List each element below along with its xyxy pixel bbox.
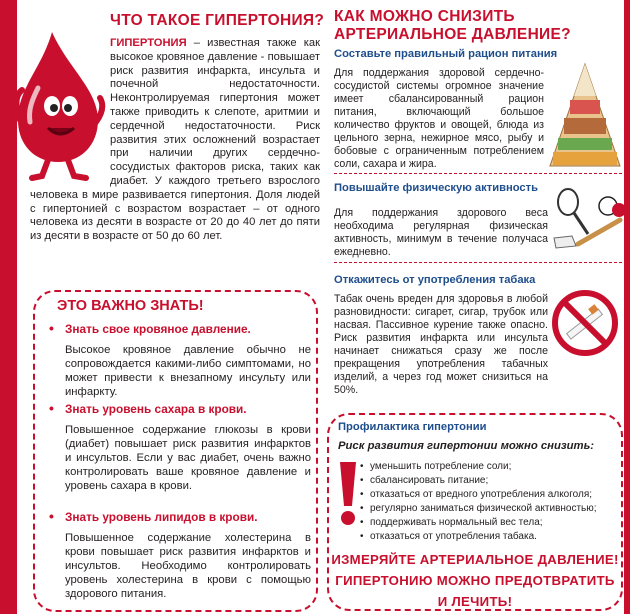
no-smoking-icon	[550, 288, 620, 358]
left-title: ЧТО ТАКОЕ ГИПЕРТОНИЯ?	[110, 12, 325, 29]
prevention-list	[360, 460, 615, 545]
sports-equipment-icon	[548, 186, 626, 256]
list-item: • уменьшить потребление соли;	[360, 460, 615, 474]
important-item-text: Повышенное содержание глюкозы в крови (диабет) повышает риск развития инфарктов и инсультов. Если у вас диабет, очень важно контролировать ваше кровяное давление и уровень сахара в крови.	[65, 424, 311, 492]
list-item: • регулярно заниматься физической активностью;	[360, 502, 615, 516]
intro-term: ГИПЕРТОНИЯ	[110, 37, 187, 49]
list-item: • отказаться от вредного употребления алкоголя;	[360, 488, 615, 502]
important-item-text: Высокое кровяное давление обычно не сопровождается какими-либо симптомами, но может привести к внезапному инсульту или инфаркту.	[65, 344, 311, 398]
important-title: ЭТО ВАЖНО ЗНАТЬ!	[57, 298, 204, 314]
important-item-heading: • Знать уровень липидов в крови.	[49, 510, 311, 524]
section-divider	[334, 262, 622, 263]
important-item-heading: • Знать свое кровяное давление.	[49, 322, 311, 336]
diet-heading: Составьте правильный рацион питания	[334, 48, 558, 60]
list-item: • отказаться от употребления табака.	[360, 530, 615, 544]
list-item: • сбалансировать питание;	[360, 474, 615, 488]
exclamation-icon	[336, 458, 360, 528]
right-title: КАК МОЖНО СНИЗИТЬ АРТЕРИАЛЬНОЕ ДАВЛЕНИЕ?	[334, 8, 571, 43]
tobacco-text: Табак очень вреден для здоровья в любой разновидности: сигарет, сигар, трубок или насвая. Пассивное курение также опасно. Риск развития инфаркта или инсульта начинает снижаться сразу же после прекращения употребления табачных изделий, а через год может снизиться на 50%.	[334, 293, 548, 396]
important-item-text: Повышенное содержание холестерина в крови повышает риск развития инфарктов и инсультов. Необходимо контролировать уровень холестерина в крови с помощью здорового питания.	[65, 532, 311, 600]
important-item-heading: • Знать уровень сахара в крови.	[49, 402, 311, 416]
diet-text: Для поддержания здоровой сердечно-сосудистой системы огромное значение имеет сбалансированный рацион питания, включающий большое количество фруктов и овощей, блюда из цельного зерна, нежирное мясо, рыбу и бобовые с ограниченным потреблением соли, сахара и жира.	[334, 67, 544, 170]
important-box	[33, 290, 318, 612]
intro-text: – известная также как высокое кровяное давление - повышает риск развития инфаркта, инсульта и почечной недостаточности. Неконтролируемая гипертония может также приводить к слепоте, аритмии и сердечной недостаточности. Риск развития этих осложнений возрастает при наличии других сердечно-сосудистых факторов риска, таких как диабет. У каждого третьего взрослого человека в мире развивается гипертония. Доля людей с гипертонией с возрастом возрастает – от одного человека из десяти в возрасте от 20 до 40 лет до пяти из десяти в возрасте от 50 до 60 лет.	[30, 37, 320, 243]
important-item	[49, 510, 311, 601]
prevention-subtitle: Риск развития гипертонии можно снизить:	[338, 440, 595, 452]
activity-text: Для поддержания здорового веса необходима регулярная физическая активность, минимум в течение получаса ежедневно.	[334, 207, 548, 258]
prevention-title: Профилактика гипертонии	[338, 421, 487, 433]
important-item	[49, 322, 311, 399]
activity-heading: Повышайте физическую активность	[334, 182, 538, 194]
food-pyramid-icon	[546, 60, 624, 170]
right-red-border	[624, 0, 630, 614]
section-divider	[334, 173, 622, 174]
call-line-1: ИЗМЕРЯЙТЕ АРТЕРИАЛЬНОЕ ДАВЛЕНИЕ!	[331, 552, 619, 567]
important-item	[49, 402, 311, 493]
call-line-2: ГИПЕРТОНИЮ МОЖНО ПРЕДОТВРАТИТЬ	[335, 573, 615, 588]
intro-paragraph	[30, 37, 320, 244]
tobacco-heading: Откажитесь от употребления табака	[334, 274, 536, 286]
call-line-3: И ЛЕЧИТЬ!	[437, 594, 513, 609]
list-item: • поддерживать нормальный вес тела;	[360, 516, 615, 530]
